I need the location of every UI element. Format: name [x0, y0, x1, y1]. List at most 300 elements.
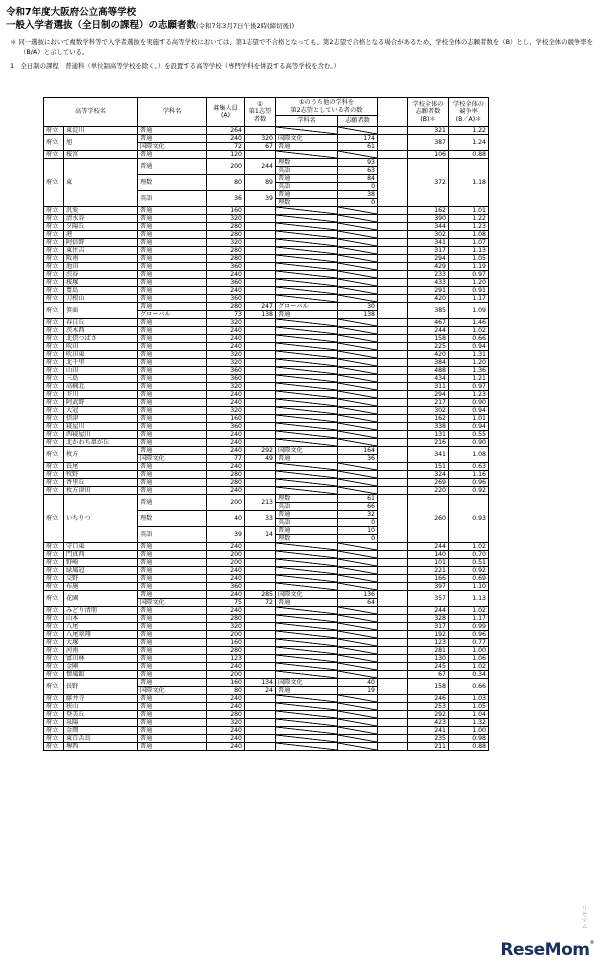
table-row: [44, 223, 489, 231]
capacity-cell: 200: [207, 159, 245, 175]
spacer-cell: [378, 679, 408, 695]
ratio-cell: 1.05: [449, 255, 489, 263]
other-count-cell: [338, 463, 378, 471]
document-title: 令和7年度大阪府公立高等学校: [6, 7, 137, 18]
spacer-cell: [378, 471, 408, 479]
first-choice-cell: [245, 263, 276, 271]
table-row: [44, 663, 489, 671]
capacity-cell: 240: [207, 447, 245, 455]
pref-cell: 府立: [44, 287, 64, 295]
table-row: [44, 271, 489, 279]
first-choice-cell: 213: [245, 495, 276, 511]
school-name-cell: 桜塚: [64, 279, 138, 287]
capacity-cell: 39: [207, 527, 245, 543]
capacity-cell: 360: [207, 583, 245, 591]
pref-cell: 府立: [44, 295, 64, 303]
other-count-cell: [338, 247, 378, 255]
other-dept-cell: 国際文化: [276, 679, 338, 687]
ratio-cell: 1.08: [449, 231, 489, 239]
other-dept-cell: [276, 583, 338, 591]
total-cell: 429: [408, 263, 449, 271]
other-count-cell: 0: [338, 199, 378, 207]
other-count-cell: [338, 583, 378, 591]
dept-cell: 普通: [138, 263, 207, 271]
ratio-cell: 1.13: [449, 591, 489, 607]
table-row: [44, 471, 489, 479]
dept-cell: 普通: [138, 735, 207, 743]
spacer-cell: [378, 391, 408, 399]
table-row: [44, 391, 489, 399]
other-count-cell: [338, 711, 378, 719]
other-dept-cell: [276, 407, 338, 415]
other-count-cell: [338, 431, 378, 439]
other-dept-cell: [276, 743, 338, 751]
dept-cell: 普通: [138, 447, 207, 455]
school-name-cell: 野崎: [64, 559, 138, 567]
capacity-cell: 75: [207, 599, 245, 607]
table-row: [44, 367, 489, 375]
other-count-cell: [338, 343, 378, 351]
ratio-cell: 1.20: [449, 359, 489, 367]
total-cell: 216: [408, 439, 449, 447]
capacity-cell: 160: [207, 679, 245, 687]
table-row: [44, 591, 489, 599]
ratio-cell: 1.23: [449, 223, 489, 231]
other-count-cell: [338, 551, 378, 559]
first-choice-cell: [245, 207, 276, 215]
pref-cell: 府立: [44, 543, 64, 551]
spacer-cell: [378, 551, 408, 559]
spacer-cell: [378, 135, 408, 151]
capacity-cell: 240: [207, 735, 245, 743]
capacity-cell: 360: [207, 263, 245, 271]
dept-cell: 国際文化: [138, 143, 207, 151]
other-count-cell: 93: [338, 159, 378, 167]
ratio-cell: 0.34: [449, 671, 489, 679]
capacity-cell: 240: [207, 567, 245, 575]
pref-cell: 府立: [44, 215, 64, 223]
pref-cell: 府立: [44, 135, 64, 151]
other-dept-cell: [276, 655, 338, 663]
other-dept-cell: 国際文化: [276, 447, 338, 455]
first-choice-cell: [245, 383, 276, 391]
other-count-cell: 38: [338, 191, 378, 199]
spacer-cell: [378, 287, 408, 295]
pref-cell: 府立: [44, 479, 64, 487]
school-name-cell: 吹田: [64, 343, 138, 351]
other-dept-cell: 普通: [276, 191, 338, 199]
pref-cell: 府立: [44, 671, 64, 679]
total-cell: 372: [408, 159, 449, 207]
other-count-cell: [338, 695, 378, 703]
other-count-cell: 138: [338, 311, 378, 319]
first-choice-cell: [245, 631, 276, 639]
other-count-cell: [338, 255, 378, 263]
other-count-cell: 0: [338, 535, 378, 543]
other-dept-cell: [276, 375, 338, 383]
school-name-cell: 西寝屋川: [64, 431, 138, 439]
other-count-cell: [338, 655, 378, 663]
other-count-cell: [338, 735, 378, 743]
ratio-cell: 1.09: [449, 303, 489, 319]
first-choice-cell: [245, 295, 276, 303]
note-text: ＊ 同一選抜において複数学科等で入学者選抜を実施する高等学校においては、第1志望で不合格となっても、第2志望で合格となる場合があるため、学校全体の志願者数を（B）とし、学校全体の競争率を（B/A）と示している。: [10, 38, 594, 56]
school-name-cell: 山田: [64, 367, 138, 375]
pref-cell: 府立: [44, 263, 64, 271]
pref-cell: 府立: [44, 399, 64, 407]
pref-cell: 府立: [44, 335, 64, 343]
table-row: [44, 423, 489, 431]
table-row: [44, 575, 489, 583]
other-dept-cell: [276, 735, 338, 743]
other-count-cell: [338, 383, 378, 391]
other-count-cell: [338, 399, 378, 407]
first-choice-cell: 138: [245, 311, 276, 319]
header-spacer: [378, 98, 408, 127]
capacity-cell: 320: [207, 383, 245, 391]
capacity-cell: 320: [207, 719, 245, 727]
school-name-cell: 大冠: [64, 407, 138, 415]
total-cell: 130: [408, 655, 449, 663]
other-dept-cell: [276, 671, 338, 679]
total-cell: 302: [408, 407, 449, 415]
other-dept-cell: [276, 359, 338, 367]
other-dept-cell: [276, 543, 338, 551]
school-name-cell: 富田林: [64, 655, 138, 663]
other-dept-cell: 国際文化: [276, 135, 338, 143]
other-count-cell: [338, 607, 378, 615]
first-choice-cell: 320: [245, 135, 276, 143]
first-choice-cell: [245, 719, 276, 727]
table-row: [44, 735, 489, 743]
table-row: [44, 631, 489, 639]
dept-cell: 普通: [138, 239, 207, 247]
first-choice-cell: [245, 559, 276, 567]
capacity-cell: 240: [207, 439, 245, 447]
school-name-cell: 大塚: [64, 639, 138, 647]
capacity-cell: 320: [207, 407, 245, 415]
header-capacity: 募集人員 (A): [207, 98, 245, 127]
ratio-cell: 0.97: [449, 383, 489, 391]
ratio-cell: 0.88: [449, 151, 489, 159]
capacity-cell: 240: [207, 663, 245, 671]
ratio-cell: 1.02: [449, 327, 489, 335]
table-row: [44, 407, 489, 415]
first-choice-cell: [245, 367, 276, 375]
applicants-table: [43, 97, 489, 751]
first-choice-cell: [245, 343, 276, 351]
dept-cell: 普通: [138, 351, 207, 359]
first-choice-cell: [245, 151, 276, 159]
table-row: [44, 359, 489, 367]
pref-cell: 府立: [44, 279, 64, 287]
other-dept-cell: [276, 247, 338, 255]
dept-cell: 普通: [138, 231, 207, 239]
spacer-cell: [378, 703, 408, 711]
dept-cell: 普通: [138, 487, 207, 495]
ratio-cell: 1.03: [449, 695, 489, 703]
dept-cell: 普通: [138, 407, 207, 415]
pref-cell: 府立: [44, 495, 64, 543]
other-count-cell: [338, 151, 378, 159]
first-choice-cell: [245, 567, 276, 575]
dept-cell: 普通: [138, 567, 207, 575]
dept-cell: 普通: [138, 135, 207, 143]
other-count-cell: 10: [338, 527, 378, 535]
total-cell: 317: [408, 247, 449, 255]
other-count-cell: 0: [338, 183, 378, 191]
pref-cell: 府立: [44, 559, 64, 567]
school-name-cell: 摂津: [64, 415, 138, 423]
pref-cell: 府立: [44, 423, 64, 431]
other-count-cell: 61: [338, 143, 378, 151]
spacer-cell: [378, 543, 408, 551]
school-name-cell: 長尾: [64, 463, 138, 471]
capacity-cell: 240: [207, 703, 245, 711]
first-choice-cell: [245, 735, 276, 743]
pref-cell: 府立: [44, 719, 64, 727]
total-cell: 357: [408, 591, 449, 607]
header-ratio: 学校全体の 競争率 (B／A)＊: [449, 98, 489, 127]
table-row: [44, 327, 489, 335]
pref-cell: 府立: [44, 431, 64, 439]
dept-cell: 国際文化: [138, 599, 207, 607]
pref-cell: 府立: [44, 151, 64, 159]
total-cell: 269: [408, 479, 449, 487]
dept-cell: 普通: [138, 479, 207, 487]
pref-cell: 府立: [44, 247, 64, 255]
pref-cell: 府立: [44, 727, 64, 735]
first-choice-cell: [245, 127, 276, 135]
total-cell: 151: [408, 463, 449, 471]
dept-cell: 普通: [138, 575, 207, 583]
ratio-cell: 1.22: [449, 215, 489, 223]
other-count-cell: [338, 615, 378, 623]
capacity-cell: 240: [207, 743, 245, 751]
other-dept-cell: [276, 575, 338, 583]
other-count-cell: [338, 559, 378, 567]
other-count-cell: [338, 327, 378, 335]
other-dept-cell: [276, 263, 338, 271]
pref-cell: 府立: [44, 439, 64, 447]
other-dept-cell: 普通: [276, 311, 338, 319]
other-dept-cell: [276, 551, 338, 559]
other-count-cell: [338, 223, 378, 231]
other-count-cell: 174: [338, 135, 378, 143]
other-dept-cell: 理数: [276, 159, 338, 167]
capacity-cell: 240: [207, 591, 245, 599]
other-dept-cell: [276, 471, 338, 479]
other-count-cell: [338, 287, 378, 295]
school-name-cell: 門真西: [64, 551, 138, 559]
pref-cell: 府立: [44, 583, 64, 591]
capacity-cell: 360: [207, 279, 245, 287]
school-name-cell: 清水谷: [64, 215, 138, 223]
ratio-cell: 1.10: [449, 583, 489, 591]
other-count-cell: 19: [338, 687, 378, 695]
school-name-cell: 阿武野: [64, 399, 138, 407]
spacer-cell: [378, 719, 408, 727]
other-count-cell: 164: [338, 447, 378, 455]
other-dept-cell: [276, 239, 338, 247]
spacer-cell: [378, 727, 408, 735]
table-row: [44, 743, 489, 751]
table-row: [44, 479, 489, 487]
capacity-cell: 264: [207, 127, 245, 135]
dept-cell: 国際文化: [138, 687, 207, 695]
total-cell: 253: [408, 703, 449, 711]
capacity-cell: 240: [207, 463, 245, 471]
dept-cell: 普通: [138, 223, 207, 231]
dept-cell: 普通: [138, 391, 207, 399]
ratio-cell: 0.97: [449, 271, 489, 279]
school-name-cell: 布施: [64, 583, 138, 591]
spacer-cell: [378, 319, 408, 327]
capacity-cell: 240: [207, 575, 245, 583]
other-count-cell: [338, 279, 378, 287]
table-row: [44, 703, 489, 711]
capacity-cell: 160: [207, 415, 245, 423]
ratio-cell: 0.96: [449, 479, 489, 487]
total-cell: 488: [408, 367, 449, 375]
other-dept-cell: [276, 335, 338, 343]
first-choice-cell: [245, 711, 276, 719]
capacity-cell: 320: [207, 623, 245, 631]
dept-cell: 普通: [138, 463, 207, 471]
capacity-cell: 240: [207, 543, 245, 551]
spacer-cell: [378, 655, 408, 663]
other-count-cell: [338, 631, 378, 639]
school-name-cell: 懐風館: [64, 671, 138, 679]
other-count-cell: [338, 575, 378, 583]
school-name-cell: 交野: [64, 575, 138, 583]
ratio-cell: 1.07: [449, 239, 489, 247]
table-row: [44, 375, 489, 383]
capacity-cell: 200: [207, 559, 245, 567]
other-dept-cell: [276, 567, 338, 575]
capacity-cell: 200: [207, 671, 245, 679]
other-dept-cell: [276, 479, 338, 487]
dept-cell: 普通: [138, 431, 207, 439]
pref-cell: 府立: [44, 359, 64, 367]
other-dept-cell: [276, 383, 338, 391]
first-choice-cell: [245, 319, 276, 327]
first-choice-cell: [245, 639, 276, 647]
table-body: [44, 127, 489, 751]
pref-cell: 府立: [44, 615, 64, 623]
other-count-cell: [338, 407, 378, 415]
other-dept-cell: [276, 631, 338, 639]
capacity-cell: 280: [207, 223, 245, 231]
spacer-cell: [378, 479, 408, 487]
capacity-cell: 280: [207, 647, 245, 655]
pref-cell: 府立: [44, 407, 64, 415]
other-dept-cell: 普通: [276, 455, 338, 463]
table-row: [44, 623, 489, 631]
table-row: [44, 615, 489, 623]
other-count-cell: [338, 239, 378, 247]
total-cell: 341: [408, 447, 449, 463]
spacer-cell: [378, 207, 408, 215]
dept-cell: 普通: [138, 495, 207, 511]
capacity-cell: 280: [207, 247, 245, 255]
total-cell: 235: [408, 735, 449, 743]
ratio-cell: 0.69: [449, 575, 489, 583]
dept-cell: 普通: [138, 255, 207, 263]
pref-cell: 府立: [44, 127, 64, 135]
total-cell: 244: [408, 607, 449, 615]
spacer-cell: [378, 567, 408, 575]
capacity-cell: 360: [207, 295, 245, 303]
first-choice-cell: [245, 239, 276, 247]
other-count-cell: [338, 703, 378, 711]
total-cell: 385: [408, 303, 449, 319]
dept-cell: 普通: [138, 279, 207, 287]
total-cell: 123: [408, 639, 449, 647]
ratio-cell: 0.92: [449, 567, 489, 575]
pref-cell: 府立: [44, 575, 64, 583]
school-name-cell: 東淀川: [64, 127, 138, 135]
first-choice-cell: [245, 327, 276, 335]
school-name-cell: 枚方津田: [64, 487, 138, 495]
logo-text: ReseMom: [500, 940, 590, 960]
table-row: [44, 543, 489, 551]
first-choice-cell: [245, 543, 276, 551]
pref-cell: 府立: [44, 391, 64, 399]
other-dept-cell: [276, 231, 338, 239]
pref-cell: 府立: [44, 703, 64, 711]
table-row: [44, 215, 489, 223]
school-name-cell: 守口東: [64, 543, 138, 551]
capacity-cell: 360: [207, 367, 245, 375]
ratio-cell: 1.20: [449, 279, 489, 287]
ratio-cell: 0.98: [449, 735, 489, 743]
other-dept-cell: [276, 719, 338, 727]
other-count-cell: [338, 567, 378, 575]
ratio-cell: 1.31: [449, 351, 489, 359]
first-choice-cell: 285: [245, 591, 276, 599]
school-name-cell: いちりつ: [64, 495, 138, 543]
other-count-cell: 32: [338, 511, 378, 519]
other-count-cell: 61: [338, 495, 378, 503]
capacity-cell: 320: [207, 359, 245, 367]
other-count-cell: [338, 487, 378, 495]
capacity-cell: 280: [207, 471, 245, 479]
dept-cell: 普通: [138, 703, 207, 711]
dept-cell: 普通: [138, 607, 207, 615]
other-count-cell: [338, 375, 378, 383]
first-choice-cell: [245, 215, 276, 223]
total-cell: 158: [408, 335, 449, 343]
ratio-cell: 1.06: [449, 655, 489, 663]
other-dept-cell: 理数: [276, 199, 338, 207]
pref-cell: 府立: [44, 343, 64, 351]
other-dept-cell: [276, 663, 338, 671]
dept-cell: 普通: [138, 335, 207, 343]
dept-cell: 普通: [138, 615, 207, 623]
school-name-cell: 東住吉: [64, 247, 138, 255]
dept-cell: 普通: [138, 711, 207, 719]
table-row: [44, 207, 489, 215]
capacity-cell: 280: [207, 255, 245, 263]
capacity-cell: 320: [207, 215, 245, 223]
other-dept-cell: 国際文化: [276, 591, 338, 599]
ratio-cell: 0.77: [449, 639, 489, 647]
first-choice-cell: [245, 623, 276, 631]
ratio-cell: 0.94: [449, 343, 489, 351]
ratio-cell: 0.93: [449, 495, 489, 543]
other-count-cell: 36: [338, 455, 378, 463]
